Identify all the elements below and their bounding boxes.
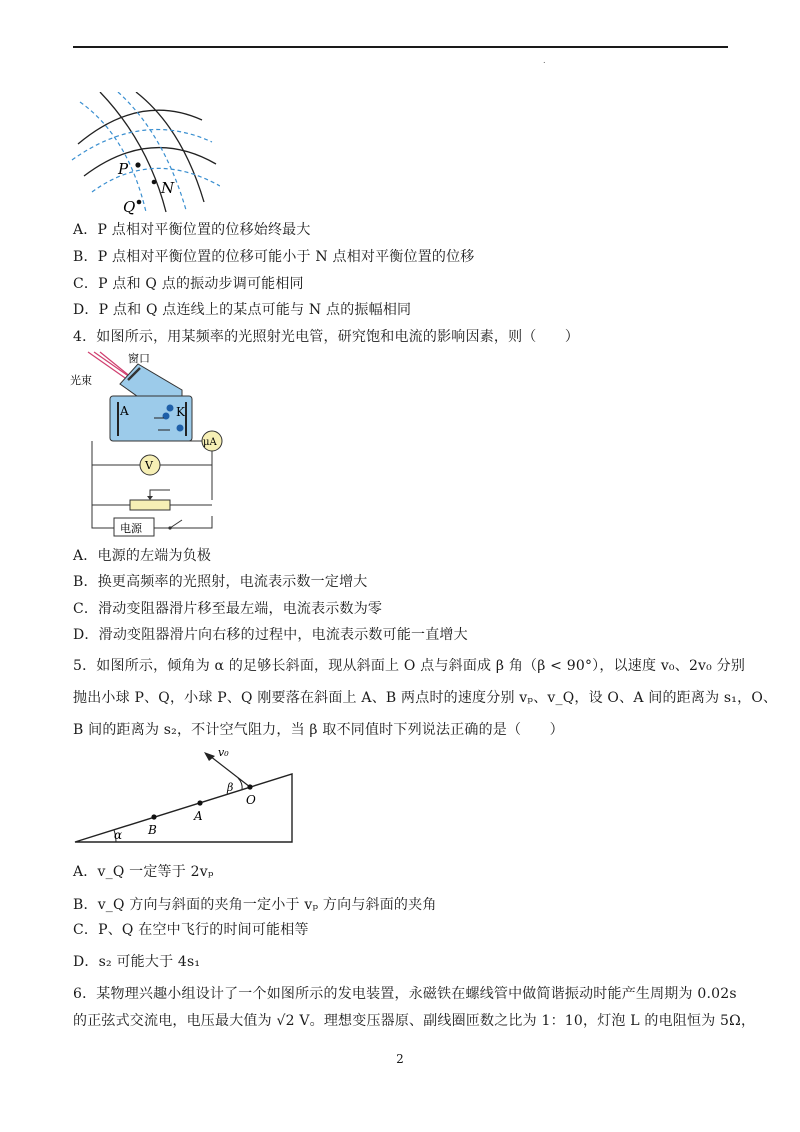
label-B: B — [148, 823, 157, 837]
q5-stem-line-2: 抛出小球 P、Q，小球 P、Q 刚要落在斜面上 A、B 两点时的速度分别 vₚ、v_Q，设 O、A 间的距离为 s₁，O、 — [73, 690, 778, 706]
point-B — [151, 814, 156, 819]
q4-option-d: D．滑动变阻器滑片向右移的过程中，电流表示数可能一直增大 — [73, 627, 468, 643]
header-rule — [73, 46, 728, 48]
label-cathode-K: K — [176, 405, 185, 419]
label-O: O — [246, 793, 256, 807]
q4-option-b: B．换更高频率的光照射，电流表示数一定增大 — [73, 574, 368, 590]
label-beta: β — [227, 781, 234, 794]
point-A — [197, 800, 202, 805]
label-window: 窗口 — [128, 352, 150, 365]
point-Q — [137, 200, 142, 205]
q5-option-b: B．v_Q 方向与斜面的夹角一定小于 vₚ 方向与斜面的夹角 — [73, 897, 437, 913]
label-N: N — [161, 179, 175, 197]
q5-option-c: C．P、Q 在空中飞行的时间可能相等 — [73, 922, 309, 938]
label-microammeter: μA — [203, 437, 217, 448]
q4-option-c: C．滑动变阻器滑片移至最左端，电流表示数为零 — [73, 601, 383, 617]
q5-stem-line-3: B 间的距离为 s₂，不计空气阻力，当 β 取不同值时下列说法正确的是（ ） — [73, 722, 564, 738]
label-v0: v₀ — [218, 746, 229, 759]
label-Q: Q — [123, 198, 136, 216]
incline-projectile-figure — [70, 742, 310, 847]
q5-option-d: D．s₂ 可能大于 4s₁ — [73, 954, 201, 970]
photoelectric-circuit-figure — [70, 350, 230, 540]
wave-interference-figure — [70, 92, 220, 217]
label-power-source: 电源 — [120, 522, 142, 535]
rheostat — [130, 500, 170, 510]
q4-stem: 4．如图所示，用某频率的光照射光电管，研究饱和电流的影响因素，则（ ） — [73, 329, 580, 345]
q5-option-a: A．v_Q 一定等于 2vₚ — [73, 864, 214, 880]
point-O — [247, 784, 252, 789]
q3-option-c: C．P 点和 Q 点的振动步调可能相同 — [73, 276, 304, 292]
q3-option-d: D．P 点和 Q 点连线上的某点可能与 N 点的振幅相同 — [73, 302, 412, 318]
label-anode-A: A — [120, 404, 129, 418]
label-alpha: α — [114, 828, 123, 842]
point-P — [135, 162, 140, 167]
q6-stem-line-2: 的正弦式交流电，电压最大值为 √2 V。理想变压器原、副线圈匝数之比为 1：10，灯泡 L 的电阻恒为 5Ω， — [73, 1013, 756, 1029]
label-voltmeter: V — [145, 459, 153, 472]
header-dot: . — [543, 56, 546, 65]
point-N — [152, 180, 157, 185]
page-number: 2 — [396, 1052, 404, 1066]
q4-option-a: A．电源的左端为负极 — [73, 548, 212, 564]
label-beam: 光束 — [70, 374, 92, 387]
q3-option-a: A．P 点相对平衡位置的位移始终最大 — [73, 222, 311, 238]
q5-stem-line-1: 5．如图所示，倾角为 α 的足够长斜面，现从斜面上 O 点与斜面成 β 角（β < 90°），以速度 v₀、2v₀ 分别 — [73, 658, 746, 674]
label-A: A — [194, 809, 203, 823]
q6-stem-line-1: 6．某物理兴趣小组设计了一个如图所示的发电装置，永磁铁在螺线管中做简谐振动时能产生周期为 0.02s — [73, 986, 737, 1002]
q3-option-b: B．P 点相对平衡位置的位移可能小于 N 点相对平衡位置的位移 — [73, 249, 475, 265]
label-P: P — [118, 160, 129, 178]
